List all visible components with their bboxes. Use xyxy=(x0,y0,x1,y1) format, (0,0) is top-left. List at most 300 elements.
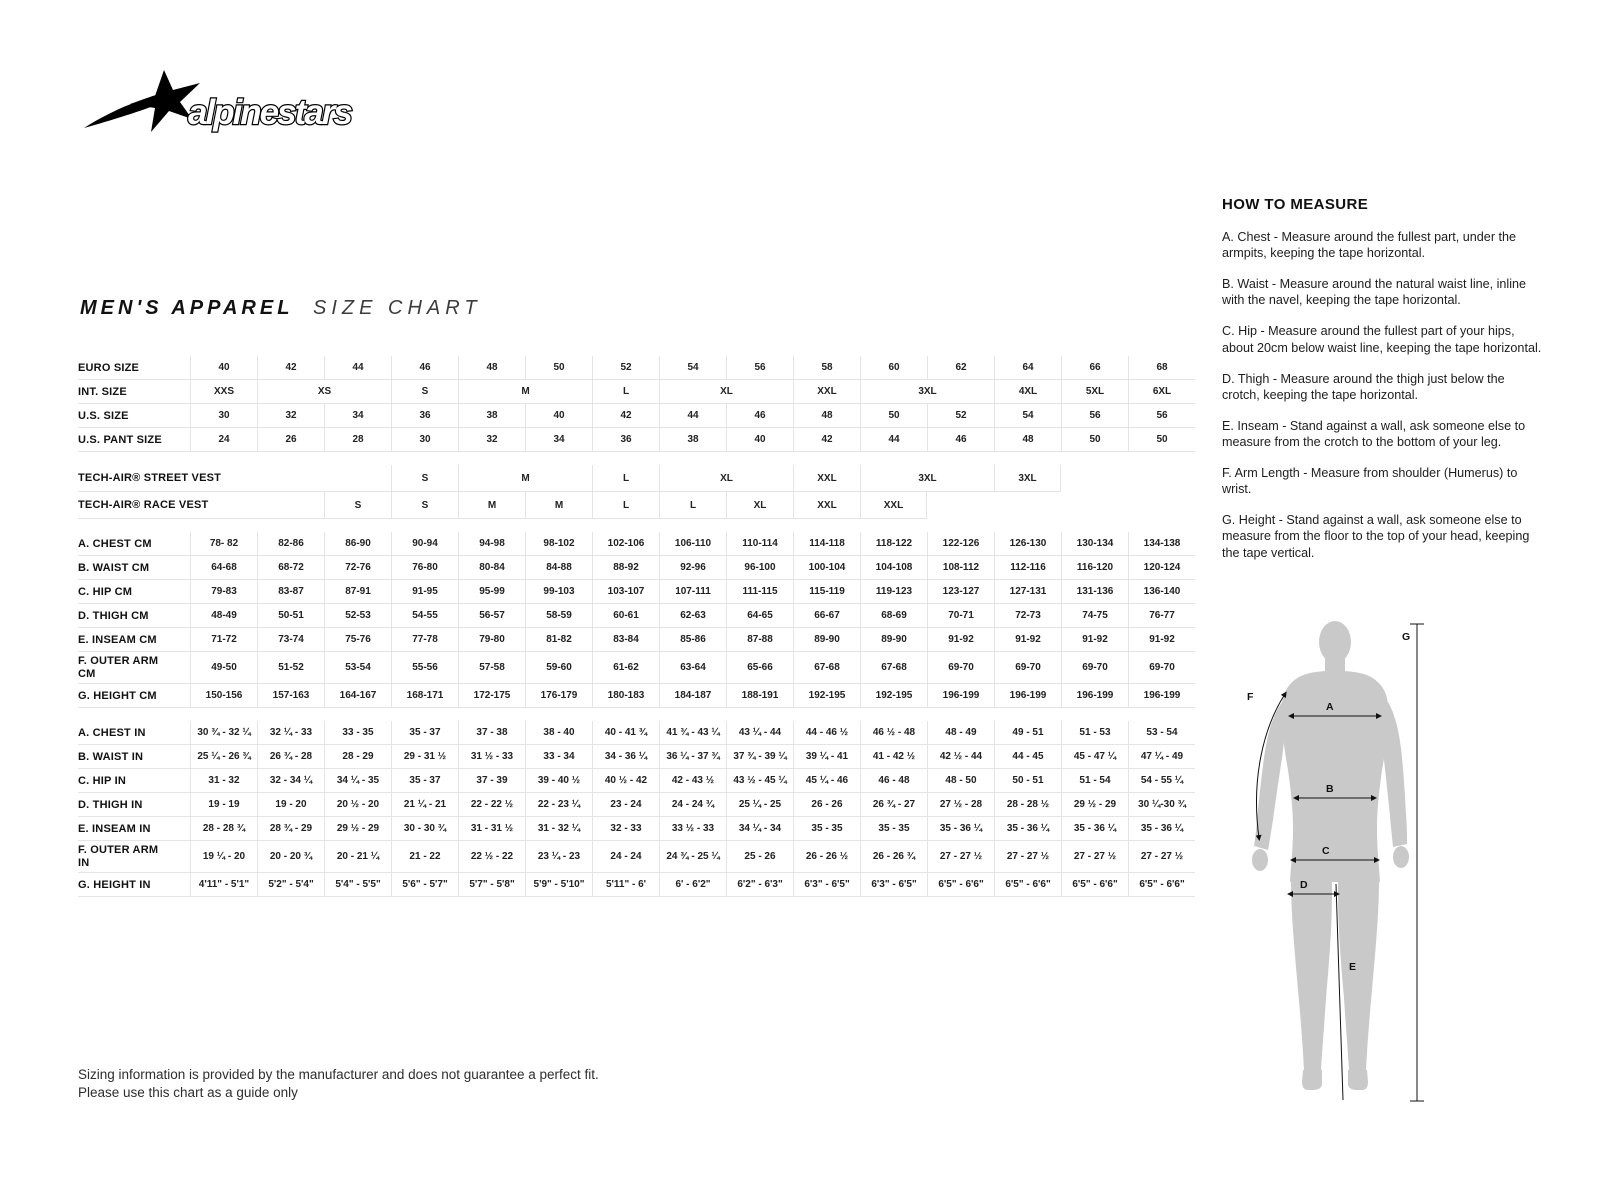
table-cell: 116-120 xyxy=(1061,556,1128,580)
table-cell: 68 xyxy=(1128,356,1195,380)
table-cell: 28 - 28 ¾ xyxy=(190,817,257,841)
table-cell xyxy=(190,465,391,492)
table-cell: 20 - 21 ¼ xyxy=(324,841,391,873)
table-cell: 89-90 xyxy=(793,628,860,652)
table-cell: 73-74 xyxy=(257,628,324,652)
table-cell: 27 ½ - 28 xyxy=(927,793,994,817)
table-row-tech-air-race-vest xyxy=(78,492,1195,519)
table-cell: 192-195 xyxy=(793,684,860,708)
row-label: TECH-AIR® RACE VEST xyxy=(78,492,190,519)
table-cell: 24 xyxy=(190,428,257,452)
table-cell: 91-92 xyxy=(1128,628,1195,652)
measure-item-thigh: D. Thigh - Measure around the thigh just below the crotch, keeping the tape horizontal. xyxy=(1222,371,1505,402)
table-cell: 5XL xyxy=(1061,380,1128,404)
table-cell: 32 - 33 xyxy=(592,817,659,841)
table-cell: 90-94 xyxy=(391,532,458,556)
table-cell: 19 ¼ - 20 xyxy=(190,841,257,873)
table-cell: 33 - 34 xyxy=(525,745,592,769)
title-sub: SIZE CHART xyxy=(313,297,482,319)
table-cell: 20 - 20 ¾ xyxy=(257,841,324,873)
row-label: A. CHEST IN xyxy=(78,721,190,745)
table-cell: 32 ¼ - 33 xyxy=(257,721,324,745)
table-cell: 112-116 xyxy=(994,556,1061,580)
table-cell: 64-68 xyxy=(190,556,257,580)
table-cell: 69-70 xyxy=(994,652,1061,684)
table-cell: 6'3" - 6'5" xyxy=(793,873,860,897)
table-cell: 19 - 19 xyxy=(190,793,257,817)
table-cell: 49 - 51 xyxy=(994,721,1061,745)
table-row-euro-size xyxy=(78,356,1195,380)
table-cell: 30 ¼-30 ¾ xyxy=(1128,793,1195,817)
alpinestars-swoosh-icon xyxy=(84,95,159,128)
diagram-label-waist: B xyxy=(1326,783,1334,795)
table-cell: 26 - 26 ½ xyxy=(793,841,860,873)
table-cell: 26 - 26 xyxy=(793,793,860,817)
table-cell: 192-195 xyxy=(860,684,927,708)
table-cell: 27 - 27 ½ xyxy=(1128,841,1195,873)
row-label: G. HEIGHT IN xyxy=(78,873,190,897)
table-cell: 56-57 xyxy=(458,604,525,628)
table-cell: 48 xyxy=(458,356,525,380)
table-cell: 168-171 xyxy=(391,684,458,708)
table-row-waist-cm xyxy=(78,556,1195,580)
row-label: A. CHEST CM xyxy=(78,532,190,556)
table-cell: 30 ¾ - 32 ¼ xyxy=(190,721,257,745)
table-cell: 66-67 xyxy=(793,604,860,628)
table-cell: 134-138 xyxy=(1128,532,1195,556)
table-cell: 48 xyxy=(994,428,1061,452)
table-cell: 35 - 35 xyxy=(860,817,927,841)
table-cell: 69-70 xyxy=(927,652,994,684)
table-cell: 24 ¾ - 25 ¼ xyxy=(659,841,726,873)
table-cell: 196-199 xyxy=(1061,684,1128,708)
diagram-label-arm: F xyxy=(1247,691,1254,703)
table-cell: 51 - 53 xyxy=(1061,721,1128,745)
table-cell: 107-111 xyxy=(659,580,726,604)
table-cell: 28 xyxy=(324,428,391,452)
table-cell: 89-90 xyxy=(860,628,927,652)
table-cell: 78- 82 xyxy=(190,532,257,556)
table-cell: 180-183 xyxy=(592,684,659,708)
table-cell: 20 ½ - 20 xyxy=(324,793,391,817)
table-cell: 28 ¾ - 29 xyxy=(257,817,324,841)
table-cell: 34 xyxy=(324,404,391,428)
table-cell: 32 - 34 ¼ xyxy=(257,769,324,793)
row-label: EURO SIZE xyxy=(78,356,190,380)
table-cell: 26 ¾ - 28 xyxy=(257,745,324,769)
table-cell: 120-124 xyxy=(1128,556,1195,580)
table-cell: 94-98 xyxy=(458,532,525,556)
table-cell: 4XL xyxy=(994,380,1061,404)
table-cell: XL xyxy=(659,380,793,404)
table-cell: 196-199 xyxy=(994,684,1061,708)
table-cell: 196-199 xyxy=(927,684,994,708)
table-cell: 35 - 36 ¼ xyxy=(1128,817,1195,841)
table-cell: 42 xyxy=(793,428,860,452)
table-cell: 54 - 55 ¼ xyxy=(1128,769,1195,793)
table-row-height-cm xyxy=(78,684,1195,708)
disclaimer xyxy=(78,1066,599,1102)
table-cell: 68-69 xyxy=(860,604,927,628)
table-cell: 103-107 xyxy=(592,580,659,604)
table-cell: 164-167 xyxy=(324,684,391,708)
table-section xyxy=(78,465,1195,519)
table-cell: 51-52 xyxy=(257,652,324,684)
table-cell: 96-100 xyxy=(726,556,793,580)
table-cell: 5'9" - 5'10" xyxy=(525,873,592,897)
row-label: E. INSEAM CM xyxy=(78,628,190,652)
body-diagram-svg xyxy=(1205,598,1465,1146)
table-cell: 110-114 xyxy=(726,532,793,556)
table-cell: 79-80 xyxy=(458,628,525,652)
table-cell: 72-73 xyxy=(994,604,1061,628)
table-cell: 32 xyxy=(257,404,324,428)
table-cell: M xyxy=(458,380,592,404)
table-cell: 61-62 xyxy=(592,652,659,684)
table-cell: 40 xyxy=(726,428,793,452)
table-cell: 50-51 xyxy=(257,604,324,628)
row-label: D. THIGH IN xyxy=(78,793,190,817)
table-cell: 37 - 38 xyxy=(458,721,525,745)
measure-item-chest: A. Chest - Measure around the fullest part, under the armpits, keeping the tape horizontal. xyxy=(1222,230,1517,261)
table-cell: 50 xyxy=(1128,428,1195,452)
table-cell: 35 - 36 ¼ xyxy=(1061,817,1128,841)
table-cell: 122-126 xyxy=(927,532,994,556)
table-cell: 60 xyxy=(860,356,927,380)
table-row-int-size xyxy=(78,380,1195,404)
table-cell: 30 xyxy=(391,428,458,452)
table-cell: 24 - 24 ¾ xyxy=(659,793,726,817)
table-cell: 38 - 40 xyxy=(525,721,592,745)
table-cell xyxy=(190,492,324,519)
table-cell: 28 - 29 xyxy=(324,745,391,769)
table-cell: S xyxy=(391,492,458,519)
table-cell: 35 - 36 ¼ xyxy=(927,817,994,841)
table-cell: 30 - 30 ¾ xyxy=(391,817,458,841)
body-measurement-diagram xyxy=(1205,598,1465,1146)
measure-item-hip: C. Hip - Measure around the fullest part of your hips, about 20cm below waist line, keeping the tape horizontal. xyxy=(1222,324,1542,355)
table-cell: 55-56 xyxy=(391,652,458,684)
row-label: U.S. PANT SIZE xyxy=(78,428,190,452)
table-cell: 19 - 20 xyxy=(257,793,324,817)
table-cell: 123-127 xyxy=(927,580,994,604)
table-cell: 99-103 xyxy=(525,580,592,604)
table-cell: 3XL xyxy=(994,465,1061,492)
row-label: B. WAIST IN xyxy=(78,745,190,769)
table-cell: 38 xyxy=(458,404,525,428)
table-cell: 75-76 xyxy=(324,628,391,652)
table-cell: 26 ¾ - 27 xyxy=(860,793,927,817)
table-cell: 91-92 xyxy=(994,628,1061,652)
row-label: D. THIGH CM xyxy=(78,604,190,628)
table-row-inseam-cm xyxy=(78,628,1195,652)
table-cell: 118-122 xyxy=(860,532,927,556)
table-cell: 29 ½ - 29 xyxy=(1061,793,1128,817)
measure-item-height: G. Height - Stand against a wall, ask someone else to measure from the floor to the top of your head, keeping the tape vertical. xyxy=(1222,513,1530,560)
table-cell: 74-75 xyxy=(1061,604,1128,628)
table-cell: 38 xyxy=(659,428,726,452)
table-cell: XL xyxy=(659,465,793,492)
table-cell: 46 xyxy=(391,356,458,380)
table-cell: 27 - 27 ½ xyxy=(1061,841,1128,873)
table-cell xyxy=(927,492,1195,519)
table-row-outer-arm-in xyxy=(78,841,1195,873)
diagram-label-chest: A xyxy=(1326,701,1334,713)
alpinestars-wordmark: alpinestars xyxy=(188,93,351,132)
table-row-inseam-in xyxy=(78,817,1195,841)
table-cell: 150-156 xyxy=(190,684,257,708)
table-cell: 35 - 37 xyxy=(391,721,458,745)
table-cell: 48-49 xyxy=(190,604,257,628)
table-cell: 42 ½ - 44 xyxy=(927,745,994,769)
table-cell: 37 - 39 xyxy=(458,769,525,793)
table-row-waist-in xyxy=(78,745,1195,769)
table-cell: 130-134 xyxy=(1061,532,1128,556)
table-cell: 42 xyxy=(257,356,324,380)
table-cell: 66 xyxy=(1061,356,1128,380)
table-cell: 3XL xyxy=(860,380,994,404)
table-cell: 46 ½ - 48 xyxy=(860,721,927,745)
table-cell: 31 - 31 ½ xyxy=(458,817,525,841)
table-cell: 43 ½ - 45 ¼ xyxy=(726,769,793,793)
table-cell: 82-86 xyxy=(257,532,324,556)
table-cell: 136-140 xyxy=(1128,580,1195,604)
table-cell: 65-66 xyxy=(726,652,793,684)
table-cell: 35 - 36 ¼ xyxy=(994,817,1061,841)
table-cell: L xyxy=(592,380,659,404)
table-cell: 70-71 xyxy=(927,604,994,628)
table-cell: 3XL xyxy=(860,465,994,492)
table-cell: 5'6" - 5'7" xyxy=(391,873,458,897)
table-cell: 6'5" - 6'6" xyxy=(1128,873,1195,897)
table-cell: XS xyxy=(257,380,391,404)
table-cell: 172-175 xyxy=(458,684,525,708)
table-row-tech-air-street-vest xyxy=(78,465,1195,492)
table-cell: 87-88 xyxy=(726,628,793,652)
table-cell: 68-72 xyxy=(257,556,324,580)
table-cell: 36 xyxy=(592,428,659,452)
table-cell: 176-179 xyxy=(525,684,592,708)
table-row-us-pant-size xyxy=(78,428,1195,452)
table-cell: 42 - 43 ½ xyxy=(659,769,726,793)
table-cell: 26 - 26 ¾ xyxy=(860,841,927,873)
table-cell: XXS xyxy=(190,380,257,404)
table-section xyxy=(78,356,1195,452)
row-label: U.S. SIZE xyxy=(78,404,190,428)
table-cell: 50 xyxy=(860,404,927,428)
table-cell: 54-55 xyxy=(391,604,458,628)
table-cell: 40 - 41 ¾ xyxy=(592,721,659,745)
table-cell: 4'11" - 5'1" xyxy=(190,873,257,897)
table-cell: L xyxy=(592,492,659,519)
table-cell: 23 - 24 xyxy=(592,793,659,817)
table-cell: 39 ¼ - 41 xyxy=(793,745,860,769)
table-section xyxy=(78,721,1195,897)
table-row-us-size xyxy=(78,404,1195,428)
table-cell: 69-70 xyxy=(1061,652,1128,684)
table-cell: 115-119 xyxy=(793,580,860,604)
measure-item-inseam: E. Inseam - Stand against a wall, ask someone else to measure from the crotch to the bottom of your leg. xyxy=(1222,418,1526,449)
table-cell: 157-163 xyxy=(257,684,324,708)
table-cell: 29 ½ - 29 xyxy=(324,817,391,841)
table-cell: 56 xyxy=(726,356,793,380)
table-cell: 35 - 37 xyxy=(391,769,458,793)
table-cell: 184-187 xyxy=(659,684,726,708)
table-row-hip-in xyxy=(78,769,1195,793)
table-cell: 127-131 xyxy=(994,580,1061,604)
table-row-hip-cm xyxy=(78,580,1195,604)
table-cell: 34 xyxy=(525,428,592,452)
table-cell: 35 - 35 xyxy=(793,817,860,841)
table-cell: XXL xyxy=(860,492,927,519)
table-cell: 22 ½ - 22 xyxy=(458,841,525,873)
table-cell: 30 xyxy=(190,404,257,428)
table-cell: 88-92 xyxy=(592,556,659,580)
table-cell: 45 - 47 ¼ xyxy=(1061,745,1128,769)
table-cell: 47 ¼ - 49 xyxy=(1128,745,1195,769)
table-cell: 72-76 xyxy=(324,556,391,580)
table-cell: M xyxy=(525,492,592,519)
table-cell: 40 xyxy=(190,356,257,380)
table-cell: 58-59 xyxy=(525,604,592,628)
table-cell: 126-130 xyxy=(994,532,1061,556)
table-cell: 44 xyxy=(324,356,391,380)
diagram-label-height: G xyxy=(1402,631,1411,643)
table-cell: 87-91 xyxy=(324,580,391,604)
table-cell: 5'4" - 5'5" xyxy=(324,873,391,897)
table-cell: 100-104 xyxy=(793,556,860,580)
table-cell: 81-82 xyxy=(525,628,592,652)
table-cell: L xyxy=(592,465,659,492)
table-cell: 41 ¾ - 43 ¼ xyxy=(659,721,726,745)
alpinestars-logo-icon xyxy=(78,64,358,152)
table-cell: 52-53 xyxy=(324,604,391,628)
diagram-label-inseam: E xyxy=(1349,961,1357,973)
table-cell: 31 - 32 ¼ xyxy=(525,817,592,841)
table-cell: 48 - 49 xyxy=(927,721,994,745)
how-to-measure xyxy=(1222,196,1544,576)
row-label: F. OUTER ARM IN xyxy=(78,841,190,873)
table-cell: 76-77 xyxy=(1128,604,1195,628)
table-cell: 50 xyxy=(525,356,592,380)
table-cell: 25 ¼ - 26 ¾ xyxy=(190,745,257,769)
table-cell: 6'2" - 6'3" xyxy=(726,873,793,897)
how-to-measure-heading: HOW TO MEASURE xyxy=(1222,196,1369,213)
table-cell: 41 - 42 ½ xyxy=(860,745,927,769)
table-cell: 52 xyxy=(592,356,659,380)
table-cell: 49-50 xyxy=(190,652,257,684)
table-cell: 32 xyxy=(458,428,525,452)
table-cell: 29 - 31 ½ xyxy=(391,745,458,769)
table-cell: 50 xyxy=(1061,428,1128,452)
row-label: TECH-AIR® STREET VEST xyxy=(78,465,190,492)
table-cell: 58 xyxy=(793,356,860,380)
table-cell: 84-88 xyxy=(525,556,592,580)
table-row-height-in xyxy=(78,873,1195,897)
table-cell: S xyxy=(324,492,391,519)
table-section xyxy=(78,532,1195,708)
table-cell: 40 xyxy=(525,404,592,428)
table-cell: 60-61 xyxy=(592,604,659,628)
brand-logo xyxy=(78,64,358,152)
table-cell: 80-84 xyxy=(458,556,525,580)
table-cell xyxy=(1061,465,1195,492)
table-cell: 91-95 xyxy=(391,580,458,604)
table-cell: 5'2" - 5'4" xyxy=(257,873,324,897)
table-row-outer-arm-cm xyxy=(78,652,1195,684)
table-cell: 6' - 6'2" xyxy=(659,873,726,897)
measure-item-waist: B. Waist - Measure around the natural waist line, inline with the navel, keeping the tape horizontal. xyxy=(1222,277,1527,308)
table-cell: 5'11" - 6' xyxy=(592,873,659,897)
table-cell: 119-123 xyxy=(860,580,927,604)
table-cell: 50 - 51 xyxy=(994,769,1061,793)
table-cell: 5'7" - 5'8" xyxy=(458,873,525,897)
table-cell: 43 ¼ - 44 xyxy=(726,721,793,745)
table-cell: 79-83 xyxy=(190,580,257,604)
table-cell: 71-72 xyxy=(190,628,257,652)
table-cell: 108-112 xyxy=(927,556,994,580)
page-title xyxy=(80,297,482,320)
table-cell: XXL xyxy=(793,492,860,519)
table-cell: 28 - 28 ½ xyxy=(994,793,1061,817)
table-cell: 83-87 xyxy=(257,580,324,604)
table-cell: 91-92 xyxy=(1061,628,1128,652)
table-cell: 24 - 24 xyxy=(592,841,659,873)
table-cell: 86-90 xyxy=(324,532,391,556)
table-cell: 102-106 xyxy=(592,532,659,556)
table-cell: 53-54 xyxy=(324,652,391,684)
table-cell: S xyxy=(391,380,458,404)
table-cell: 31 ½ - 33 xyxy=(458,745,525,769)
table-cell: 21 ¼ - 21 xyxy=(391,793,458,817)
table-cell: 188-191 xyxy=(726,684,793,708)
table-row-chest-cm xyxy=(78,532,1195,556)
table-cell: 111-115 xyxy=(726,580,793,604)
table-cell: 63-64 xyxy=(659,652,726,684)
table-cell: 26 xyxy=(257,428,324,452)
row-label: G. HEIGHT CM xyxy=(78,684,190,708)
table-row-thigh-cm xyxy=(78,604,1195,628)
table-cell: 6'5" - 6'6" xyxy=(1061,873,1128,897)
table-cell: 36 ¼ - 37 ¾ xyxy=(659,745,726,769)
diagram-label-thigh: D xyxy=(1300,879,1308,891)
table-cell: 95-99 xyxy=(458,580,525,604)
table-cell: 91-92 xyxy=(927,628,994,652)
table-cell: 48 - 50 xyxy=(927,769,994,793)
table-cell: 27 - 27 ½ xyxy=(994,841,1061,873)
table-cell: M xyxy=(458,465,592,492)
table-cell: M xyxy=(458,492,525,519)
table-cell: 64 xyxy=(994,356,1061,380)
table-row-chest-in xyxy=(78,721,1195,745)
table-cell: 46 xyxy=(927,428,994,452)
table-cell: 46 xyxy=(726,404,793,428)
table-cell: 59-60 xyxy=(525,652,592,684)
table-cell: XXL xyxy=(793,465,860,492)
diagram-label-hip: C xyxy=(1322,845,1330,857)
table-cell: 36 xyxy=(391,404,458,428)
table-cell: 48 xyxy=(793,404,860,428)
table-row-thigh-in xyxy=(78,793,1195,817)
row-label: F. OUTER ARM CM xyxy=(78,652,190,684)
table-cell: 131-136 xyxy=(1061,580,1128,604)
table-cell: 6'3" - 6'5" xyxy=(860,873,927,897)
table-cell: 54 xyxy=(994,404,1061,428)
table-cell: 62 xyxy=(927,356,994,380)
table-cell: 53 - 54 xyxy=(1128,721,1195,745)
table-cell: 83-84 xyxy=(592,628,659,652)
table-cell: 27 - 27 ½ xyxy=(927,841,994,873)
